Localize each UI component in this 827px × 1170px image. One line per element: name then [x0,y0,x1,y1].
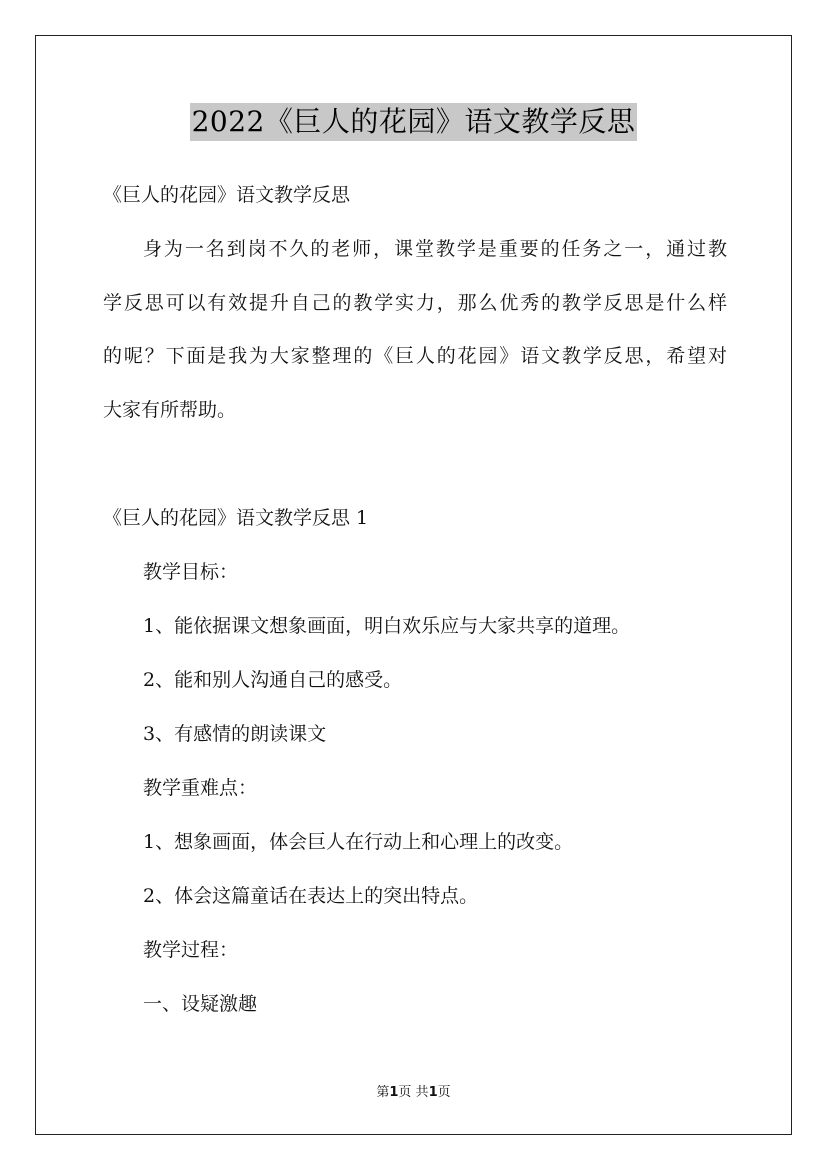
list-item: 教学过程： [143,939,239,961]
footer-page-current: 1 [389,1085,399,1100]
list-item: 教学重难点： [143,777,258,799]
list-item: 3、有感情的朗读课文 [143,723,327,745]
intro-line-4: 大家有所帮助。 [103,399,237,421]
footer-page-total: 1 [428,1085,438,1100]
section-heading: 《巨人的花园》语文教学反思 1 [103,507,369,529]
list-item: 2、体会这篇童话在表达上的突出特点。 [143,885,479,907]
document-subtitle: 《巨人的花园》语文教学反思 [103,184,351,206]
list-item: 1、想象画面，体会巨人在行动上和心理上的改变。 [143,831,574,853]
footer-page-mid: 页 共 [398,1085,429,1100]
title-container [0,103,827,141]
intro-line-1: 身为一名到岗不久的老师，课堂教学是重要的任务之一，通过教 [143,238,727,260]
list-item: 一、设疑激趣 [143,993,258,1015]
intro-line-2: 学反思可以有效提升自己的教学实力，那么优秀的教学反思是什么样 [103,292,727,314]
footer-page-suffix: 页 [437,1085,451,1100]
page-footer [0,1084,827,1102]
list-item: 教学目标： [143,561,239,583]
document-title: 2022《巨人的花园》语文教学反思 [190,103,638,141]
footer-page-prefix: 第 [376,1085,390,1100]
list-item: 2、能和别人沟通自己的感受。 [143,669,403,691]
intro-line-3: 的呢？下面是我为大家整理的《巨人的花园》语文教学反思，希望对 [103,345,727,367]
list-item: 1、能依据课文想象画面，明白欢乐应与大家共享的道理。 [143,615,631,637]
